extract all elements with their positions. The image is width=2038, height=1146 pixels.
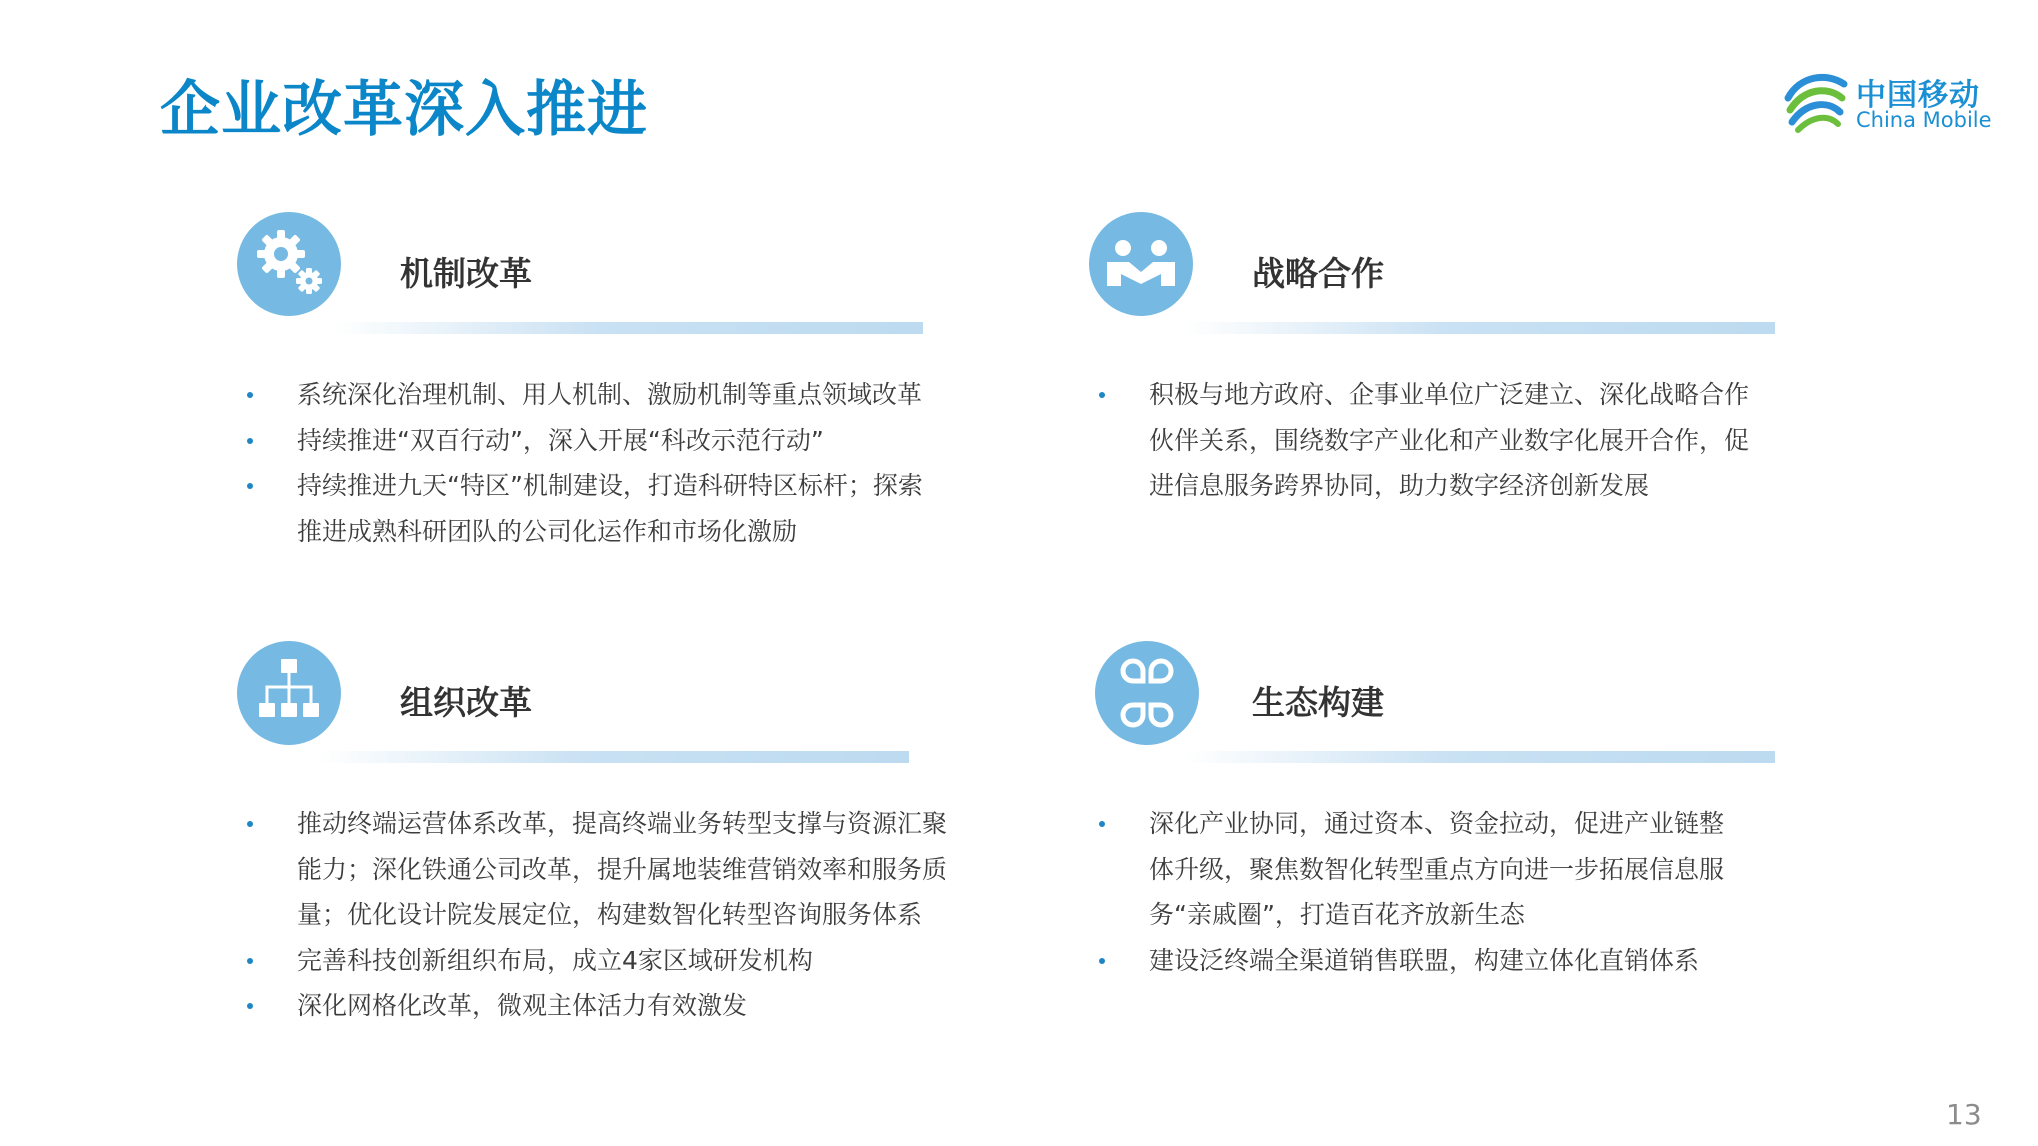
section-divider xyxy=(1185,751,1775,763)
ecosystem-icon xyxy=(1095,641,1199,745)
china-mobile-logo-icon xyxy=(1782,68,1850,136)
handshake-icon xyxy=(1089,212,1193,316)
list-item: 深化产业协同，通过资本、资金拉动，促进产业链整体升级，聚焦数智化转型重点方向进一步拓展信息服务“亲戚圈”，打造百花齐放新生态 xyxy=(1089,801,1744,938)
bullet-dot xyxy=(247,438,253,444)
bullet-dot xyxy=(1099,821,1105,827)
list-item: 建设泛终端全渠道销售联盟，构建立体化直销体系 xyxy=(1089,938,1809,984)
bullet-list xyxy=(1089,372,1809,509)
bullet-dot xyxy=(247,821,253,827)
page-title: 企业改革深入推进 xyxy=(160,75,648,145)
list-item: 持续推进“双百行动”，深入开展“科改示范行动” xyxy=(237,418,997,464)
logo-chinese-name: 中国移动 xyxy=(1856,78,1980,113)
section-title: 战略合作 xyxy=(1252,254,1384,293)
bullet-list xyxy=(1089,801,1809,983)
org-chart-icon xyxy=(237,641,341,745)
bullet-dot xyxy=(1099,392,1105,398)
china-mobile-logo xyxy=(1782,68,2002,140)
section-ecosystem-building xyxy=(1089,641,1849,1061)
section-title: 组织改革 xyxy=(400,683,532,722)
page-number: 13 xyxy=(1946,1098,1982,1131)
bullet-dot xyxy=(247,1003,253,1009)
logo-english-name: China Mobile xyxy=(1856,108,1992,132)
bullet-dot xyxy=(247,392,253,398)
list-item: 完善科技创新组织布局，成立4家区域研发机构 xyxy=(237,938,997,984)
bullet-list xyxy=(237,372,997,554)
section-title: 机制改革 xyxy=(400,254,532,293)
section-divider xyxy=(333,322,923,334)
section-divider xyxy=(319,751,909,763)
section-organization-reform xyxy=(237,641,997,1061)
section-mechanism-reform xyxy=(237,212,997,632)
section-title: 生态构建 xyxy=(1252,683,1384,722)
bullet-dot xyxy=(247,958,253,964)
bullet-list xyxy=(237,801,997,1029)
list-item: 持续推进九天“特区”机制建设，打造科研特区标杆；探索推进成熟科研团队的公司化运作和市场化激励 xyxy=(237,463,947,554)
section-strategic-cooperation xyxy=(1089,212,1849,632)
bullet-dot xyxy=(1099,958,1105,964)
bullet-dot xyxy=(247,483,253,489)
list-item: 深化网格化改革，微观主体活力有效激发 xyxy=(237,983,997,1029)
list-item: 推动终端运营体系改革，提高终端业务转型支撑与资源汇聚能力；深化铁通公司改革，提升属地装维营销效率和服务质量；优化设计院发展定位，构建数智化转型咨询服务体系 xyxy=(237,801,947,938)
list-item: 积极与地方政府、企事业单位广泛建立、深化战略合作伙伴关系，围绕数字产业化和产业数字化展开合作，促进信息服务跨界协同，助力数字经济创新发展 xyxy=(1089,372,1769,509)
section-divider xyxy=(1185,322,1775,334)
gears-icon xyxy=(237,212,341,316)
list-item: 系统深化治理机制、用人机制、激励机制等重点领域改革 xyxy=(237,372,997,418)
